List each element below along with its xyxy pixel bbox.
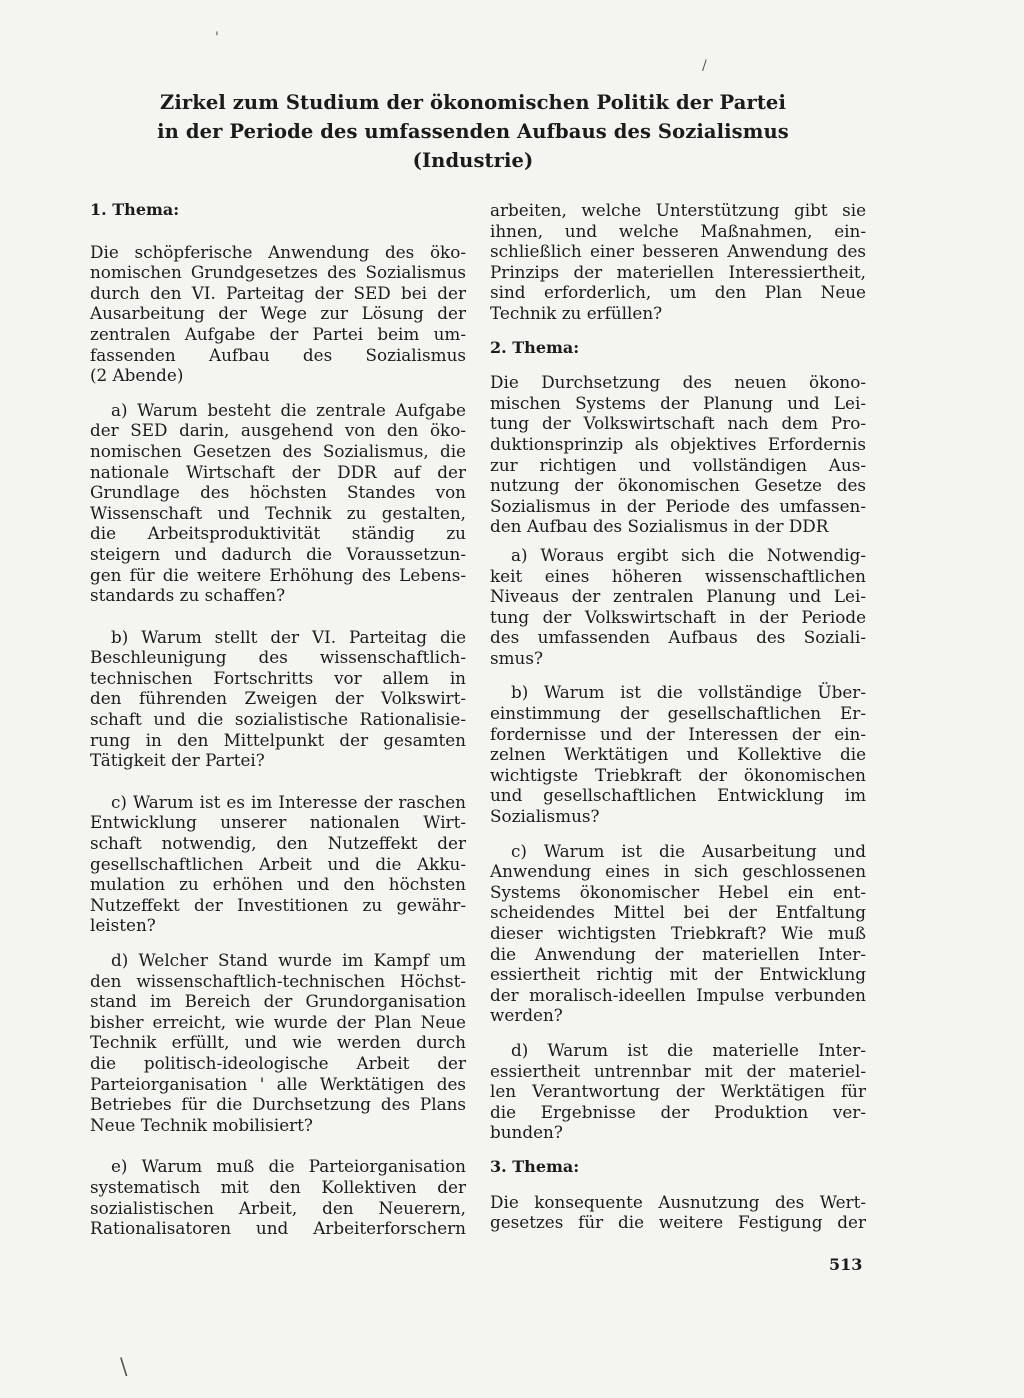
text-line: Sozialismus?: [490, 806, 600, 827]
topic-2-question-a: [490, 545, 866, 669]
text-line: der SED darin, ausgehend von den öko-: [90, 420, 466, 441]
title-line-1: Zirkel zum Studium der ökonomischen Politik der Partei: [160, 91, 786, 114]
text-line: wichtigste Triebkraft der ökonomischen: [490, 764, 866, 785]
text-line: e) Warum muß die Parteiorganisation: [111, 1156, 466, 1177]
text-line: mischen Systems der Planung und Lei-: [490, 392, 866, 413]
text-line: c) Warum ist die Ausarbeitung und: [511, 840, 866, 861]
text-line: Wissenschaft und Technik zu gestalten,: [90, 502, 466, 523]
text-line: fordernisse und der Interessen der ein-: [490, 723, 866, 744]
left-column: [90, 200, 466, 1239]
topic-1-question-c: [90, 792, 466, 936]
text-line: nomischen Gesetzen des Sozialismus, die: [90, 440, 466, 461]
text-line: Die konsequente Ausnutzung des Wert-: [490, 1191, 866, 1212]
page-title: [0, 88, 946, 175]
text-line: Neue Technik mobilisiert?: [90, 1114, 313, 1135]
topic-2-question-c: [490, 841, 866, 1026]
text-line: schaft notwendig, den Nutzeffekt der: [90, 833, 466, 854]
scan-speck: /: [702, 58, 707, 74]
topic-1-question-a: [90, 400, 466, 606]
text-line: bunden?: [490, 1122, 563, 1143]
text-line: duktionsprinzip als objektives Erfordernis: [490, 433, 866, 454]
text-line: den wissenschaftlich-technischen Höchst-: [90, 970, 466, 991]
topic-1-question-e-continued: [490, 200, 866, 324]
text-line: nomischen Grundgesetzes des Sozialismus: [90, 262, 466, 283]
text-line: (2 Abende): [90, 365, 184, 386]
text-line: fassenden Aufbau des Sozialismus: [90, 344, 466, 365]
text-line: a) Woraus ergibt sich die Notwendig-: [511, 544, 866, 565]
scan-speck: ': [215, 30, 219, 46]
right-column: [490, 200, 866, 1233]
text-line: schließlich einer besseren Anwendung des: [490, 241, 866, 262]
text-line: Entwicklung unserer nationalen Wirt-: [90, 812, 466, 833]
topic-3-intro: [490, 1192, 866, 1233]
text-line: einstimmung der gesellschaftlichen Er-: [490, 703, 866, 724]
text-line: des umfassenden Aufbaus des Soziali-: [490, 627, 866, 648]
text-line: die Anwendung der materiellen Inter-: [490, 943, 866, 964]
topic-2-question-d: [490, 1040, 866, 1143]
text-line: zur richtigen und vollständigen Aus-: [490, 454, 866, 475]
title-line-2: in der Periode des umfassenden Aufbaus des Sozialismus: [157, 120, 789, 143]
topic-1-question-b: [90, 627, 466, 771]
text-line: Systems ökonomischer Hebel ein ent-: [490, 881, 866, 902]
text-line: werden?: [490, 1005, 563, 1026]
text-line: Tätigkeit der Partei?: [90, 750, 265, 771]
topic-2-heading: 2. Thema:: [490, 337, 580, 357]
text-line: gesellschaftlichen Arbeit und die Akku-: [90, 853, 466, 874]
text-line: zentralen Aufgabe der Partei beim um-: [90, 323, 466, 344]
text-line: len Verantwortung der Werktätigen für: [490, 1081, 866, 1102]
text-line: c) Warum ist es im Interesse der raschen: [111, 791, 466, 812]
text-line: b) Warum stellt der VI. Parteitag die: [111, 626, 466, 647]
text-line: gen für die weitere Erhöhung des Lebens-: [90, 564, 466, 585]
text-line: rung in den Mittelpunkt der gesamten: [90, 729, 466, 750]
text-line: Technik zu erfüllen?: [490, 302, 663, 323]
text-line: Die Durchsetzung des neuen ökono-: [490, 372, 866, 393]
text-line: Prinzips der materiellen Interessiertheit,: [490, 261, 866, 282]
text-line: den Aufbau des Sozialismus in der DDR: [490, 516, 829, 537]
text-line: dieser wichtigsten Triebkraft? Wie muß: [490, 923, 866, 943]
text-line: nationale Wirtschaft der DDR auf der: [90, 461, 466, 482]
text-line: Sozialismus in der Periode des umfassen-: [490, 495, 866, 516]
text-line: zelnen Werktätigen und Kollektive die: [490, 744, 866, 765]
topic-3-heading: 3. Thema:: [490, 1156, 580, 1176]
text-line: smus?: [490, 647, 543, 668]
text-line: nutzung der ökonomischen Gesetze des: [490, 475, 866, 496]
text-line: essiertheit richtig mit der Entwicklung: [490, 964, 866, 985]
topic-2-intro: [490, 372, 866, 537]
text-line: b) Warum ist die vollständige Über-: [511, 682, 866, 703]
text-line: Beschleunigung des wissenschaftlich-: [90, 647, 466, 668]
text-line: die Arbeitsproduktivität ständig zu: [90, 523, 466, 544]
text-line: systematisch mit den Kollektiven der: [90, 1176, 466, 1197]
text-line: die politisch-ideologische Arbeit der: [90, 1052, 466, 1073]
topic-1-question-d: [90, 950, 466, 1135]
text-line: und gesellschaftlichen Entwicklung im: [490, 785, 866, 806]
text-line: ihnen, und welche Maßnahmen, ein-: [490, 220, 866, 241]
text-line: Die schöpferische Anwendung des öko-: [90, 241, 466, 262]
text-line: bisher erreicht, wie wurde der Plan Neue: [90, 1011, 466, 1032]
text-line: gesetzes für die weitere Festigung der: [490, 1212, 866, 1233]
text-line: arbeiten, welche Unterstützung gibt sie: [490, 200, 866, 220]
text-line: Rationalisatoren und Arbeiterforschern: [90, 1218, 466, 1239]
text-line: die Ergebnisse der Produktion ver-: [490, 1101, 866, 1122]
text-line: Technik erfüllt, und wie werden durch: [90, 1032, 466, 1053]
text-line: Betriebes für die Durchsetzung des Plans: [90, 1094, 466, 1115]
text-line: Parteiorganisation ' alle Werktätigen des: [90, 1073, 466, 1094]
text-line: keit eines höheren wissenschaftlichen: [490, 565, 866, 586]
text-line: tung der Volkswirtschaft nach dem Pro-: [490, 413, 866, 434]
text-line: tung der Volkswirtschaft in der Periode: [490, 606, 866, 627]
text-line: standards zu schaffen?: [90, 585, 286, 606]
page-number: 513: [829, 1255, 863, 1274]
text-line: Grundlage des höchsten Standes von: [90, 482, 466, 503]
text-line: den führenden Zweigen der Volkswirt-: [90, 688, 466, 709]
title-line-3: (Industrie): [412, 149, 534, 172]
text-line: scheidendes Mittel bei der Entfaltung: [490, 902, 866, 923]
text-line: stand im Bereich der Grundorganisation: [90, 991, 466, 1012]
topic-1-question-e: [90, 1156, 466, 1238]
text-line: a) Warum besteht die zentrale Aufgabe: [111, 399, 466, 420]
topic-2-question-b: [490, 682, 866, 826]
text-line: mulation zu erhöhen und den höchsten: [90, 874, 466, 895]
text-line: Nutzeffekt der Investitionen zu gewähr-: [90, 894, 466, 915]
text-line: leisten?: [90, 915, 156, 936]
text-line: d) Welcher Stand wurde im Kampf um: [111, 950, 466, 970]
text-line: sozialistischen Arbeit, den Neuerern,: [90, 1197, 466, 1218]
topic-1-intro: [90, 242, 466, 386]
topic-1-heading: 1. Thema:: [90, 200, 180, 219]
text-line: schaft und die sozialistische Rationalisie-: [90, 709, 466, 730]
text-line: sind erforderlich, um den Plan Neue: [490, 282, 866, 303]
text-line: Ausarbeitung der Wege zur Lösung der: [90, 303, 466, 324]
text-line: Anwendung eines in sich geschlossenen: [490, 861, 866, 882]
scan-speck: \: [120, 1355, 128, 1380]
text-line: steigern und dadurch die Voraussetzun-: [90, 543, 466, 564]
text-line: technischen Fortschritts vor allem in: [90, 667, 466, 688]
text-line: essiertheit untrennbar mit der materiel-: [490, 1060, 866, 1081]
text-line: der moralisch-ideellen Impulse verbunden: [490, 984, 866, 1005]
text-line: durch den VI. Parteitag der SED bei der: [90, 282, 466, 303]
text-line: Niveaus der zentralen Planung und Lei-: [490, 586, 866, 607]
text-line: d) Warum ist die materielle Inter-: [511, 1039, 866, 1060]
